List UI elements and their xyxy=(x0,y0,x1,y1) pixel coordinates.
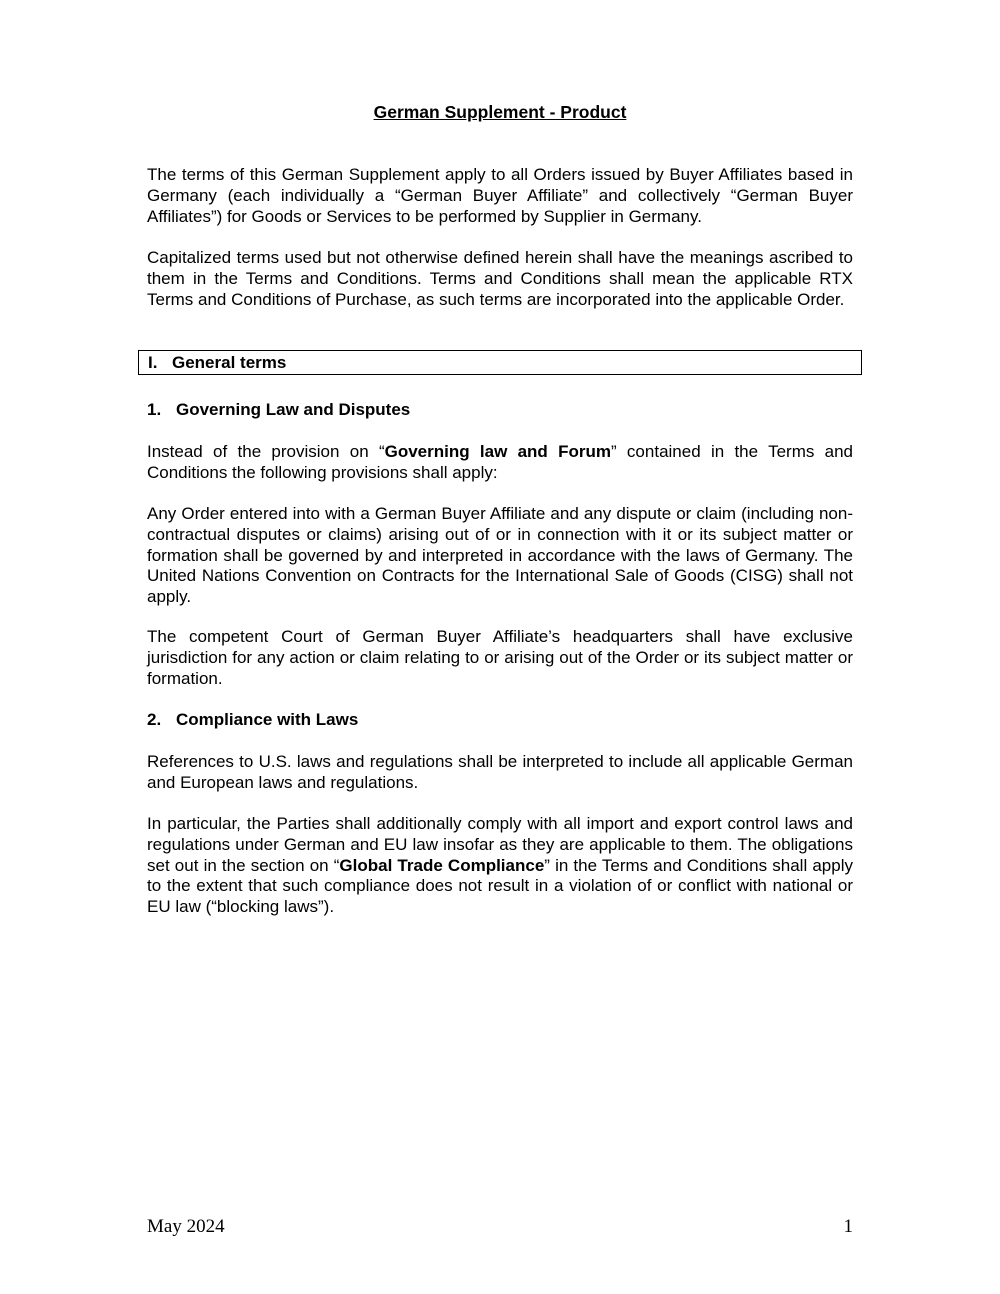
clause-2-title: Compliance with Laws xyxy=(176,710,359,729)
footer-date: May 2024 xyxy=(147,1216,225,1237)
section-label: General terms xyxy=(172,353,287,372)
clause-1-paragraph-1 xyxy=(147,442,853,484)
clause-1-p1-bold: Governing law and Forum xyxy=(384,442,611,461)
clause-2-p2-text-a: In particular, the Parties shall additionally comply with all import and export control laws and regulations under German and EU law insofar as they are applicable to them. The obligations set out in the section on “ xyxy=(147,814,853,875)
clause-1-p1-text-b: ” contained in the Terms and Conditions the following provisions shall apply: xyxy=(147,442,853,482)
footer-page-number: 1 xyxy=(843,1216,853,1237)
section-number: I. xyxy=(148,353,158,372)
clause-2-paragraph-1: References to U.S. laws and regulations shall be interpreted to include all applicable German and European laws and regulations. xyxy=(147,752,853,792)
clause-2-paragraph-2 xyxy=(147,814,853,918)
clause-2-p2-text-b: ” in the Terms and Conditions shall apply to the extent that such compliance does not result in a violation of or conflict with national or EU law (“blocking laws”). xyxy=(147,855,853,917)
intro-paragraph-2: Capitalized terms used but not otherwise defined herein shall have the meanings ascribed to them in the Terms and Conditions. Terms and Conditions shall mean the applicable RTX Terms and Conditions of Purchase, as such terms are incorporated into the applicable Order. xyxy=(147,248,853,309)
clause-2-number: 2. xyxy=(147,710,162,729)
section-heading-box xyxy=(138,350,862,375)
page-title: German Supplement - Product xyxy=(373,102,627,122)
intro-paragraph-1: The terms of this German Supplement apply to all Orders issued by Buyer Affiliates based in Germany (each individually a “German Buyer Affiliate” and collectively “German Buyer Affiliates”) for Goods or Services to be performed by Supplier in Germany. xyxy=(147,165,853,226)
clause-2-p2-bold: Global Trade Compliance xyxy=(339,855,545,875)
clause-1-paragraph-3: The competent Court of German Buyer Affiliate’s headquarters shall have exclusive jurisdiction for any action or claim relating to or arising out of the Order or its subject matter or formation. xyxy=(147,627,853,688)
clause-1-p1-text-a: Instead of the provision on “ xyxy=(147,442,385,461)
clause-1-number: 1. xyxy=(147,400,162,419)
clause-1-paragraph-2: Any Order entered into with a German Buyer Affiliate and any dispute or claim (including non-contractual disputes or claims) arising out of or in connection with it or its subject matter or formation shall be governed by and interpreted in accordance with the laws of Germany. The United Nations Convention on Contracts for the International Sale of Goods (CISG) shall not apply. xyxy=(147,504,853,607)
clause-1-title: Governing Law and Disputes xyxy=(176,400,411,419)
